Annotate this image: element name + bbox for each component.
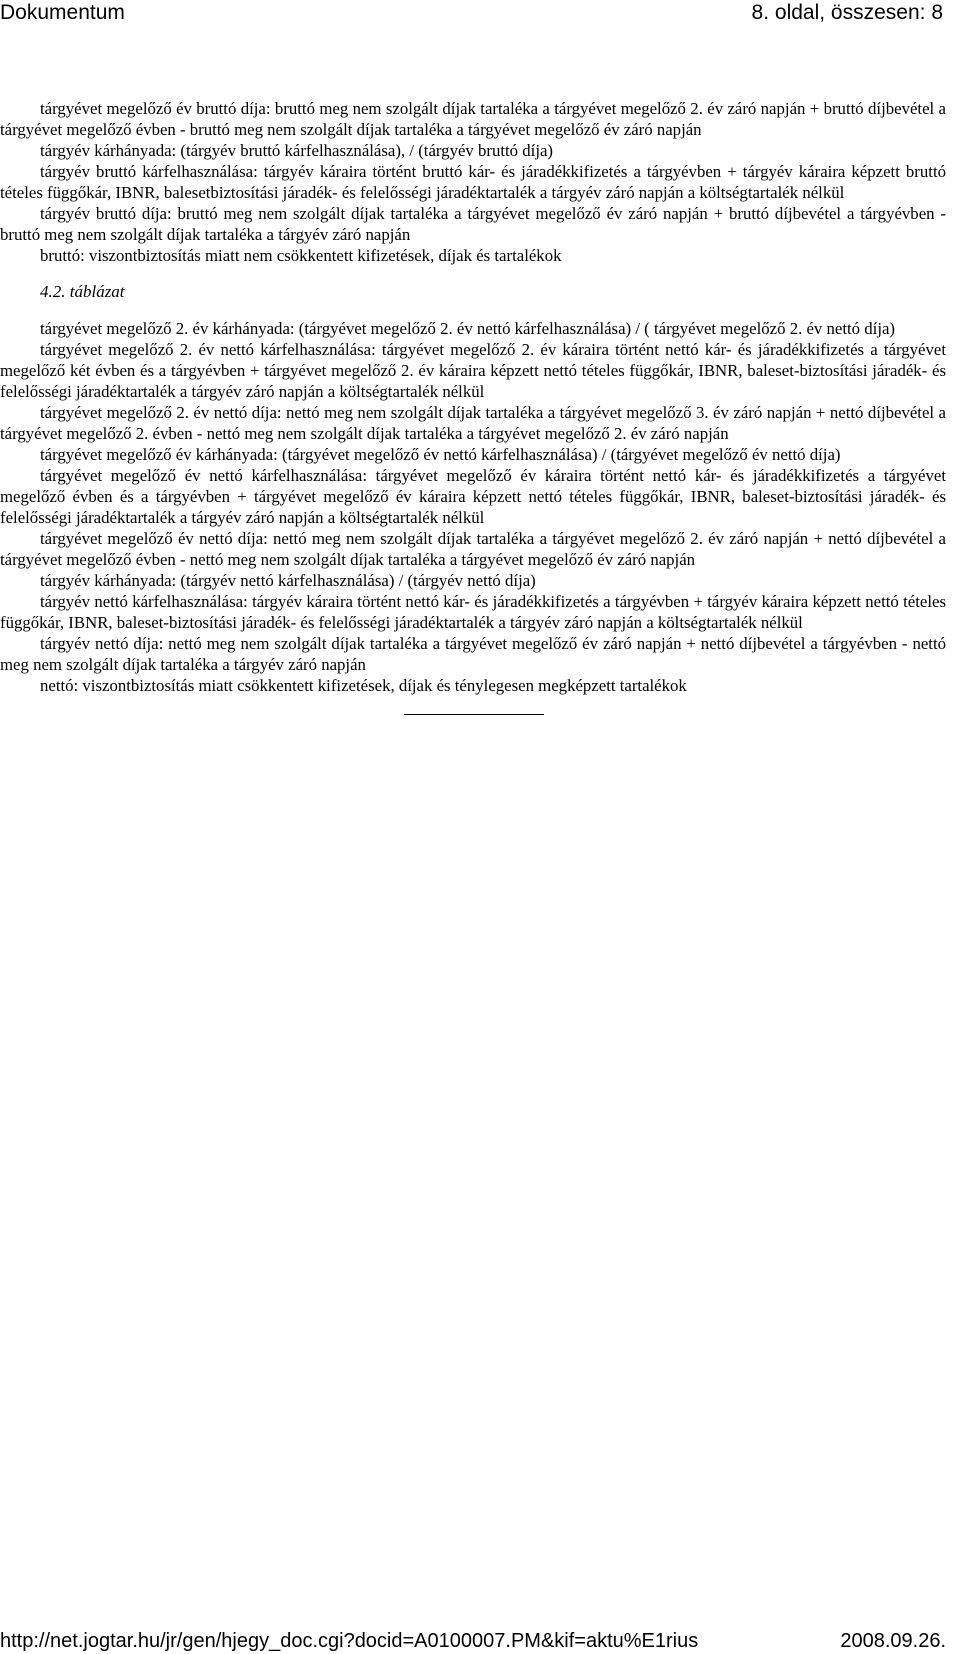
paragraph: tárgyév nettó díja: nettó meg nem szolgált díjak tartaléka a tárgyévet megelőző év záró napján + nettó díjbevétel a tárgyévben - nettó meg nem szolgált díjak tartaléka a tárgyév záró napján [0, 634, 946, 674]
paragraph: tárgyévet megelőző 2. év nettó kárfelhasználása: tárgyévet megelőző 2. év káraira történt nettó kár- és járadékkifizetés a tárgyévet megelőző két évben és a tárgyévben + tárgyévet megelőző 2. év káraira képzett nettó tételes függőkár, IBNR, baleset-biztosítási járadék- és felelősségi járadéktartalék a tárgyév záró napján a költségtartalék nélkül [0, 340, 946, 401]
page-header [0, 0, 960, 36]
paragraph: tárgyév kárhányada: (tárgyév bruttó kárfelhasználása), / (tárgyév bruttó díja) [40, 141, 554, 160]
page-footer [0, 1630, 960, 1654]
paragraph: nettó: viszontbiztosítás miatt csökkentett kifizetések, díjak és ténylegesen megképzett tartalékok [40, 676, 687, 695]
paragraph: tárgyévet megelőző év nettó kárfelhasználása: tárgyévet megelőző év káraira történt nettó kár- és járadékkifizetés a tárgyévet megelőző évben és a tárgyévben + tárgyévet megelőző év káraira képzett nettó tételes függőkár, IBNR, baleset-biztosítási járadék- és felelősségi járadéktartalék a tárgyév záró napján a költségtartalék nélkül [0, 466, 946, 527]
paragraph: tárgyévet megelőző év bruttó díja: bruttó meg nem szolgált díjak tartaléka a tárgyévet megelőző 2. év záró napján + bruttó díjbevétel a tárgyévet megelőző évben - bruttó meg nem szolgált díjak tartaléka a tárgyévet megelőző év záró napján [0, 99, 946, 139]
paragraph: tárgyév nettó kárfelhasználása: tárgyév káraira történt nettó kár- és járadékkifizetés a tárgyévben + tárgyév káraira képzett nettó tételes függőkár, IBNR, baleset-biztosítási járadék- és felelősségi járadéktartalék a tárgyév záró napján a költségtartalék nélkül [0, 592, 946, 632]
paragraph: tárgyév bruttó díja: bruttó meg nem szolgált díjak tartaléka a tárgyévet megelőző év záró napján + bruttó díjbevétel a tárgyévben - bruttó meg nem szolgált díjak tartaléka a tárgyév záró napján [0, 204, 946, 244]
paragraph: tárgyévet megelőző év kárhányada: (tárgyévet megelőző év nettó kárfelhasználása) / (tárgyévet megelőző év nettó díja) [40, 445, 841, 464]
page-counter: 8. oldal, összesen: 8 [751, 1, 943, 24]
paragraph: bruttó: viszontbiztosítás miatt nem csökkentett kifizetések, díjak és tartalékok [40, 246, 562, 265]
source-url[interactable]: http://net.jogtar.hu/jr/gen/hjegy_doc.cgi?docid=A0100007.PM&kif=aktu%E1rius [0, 1630, 699, 1652]
paragraph: tárgyévet megelőző év nettó díja: nettó meg nem szolgált díjak tartaléka a tárgyévet megelőző 2. év záró napján + nettó díjbevétel a tárgyévet megelőző évben - nettó meg nem szolgált díjak tartaléka a tárgyévet megelőző év záró napján [0, 529, 946, 569]
document-body [0, 98, 946, 715]
document-title: Dokumentum [0, 1, 125, 24]
paragraph: tárgyévet megelőző 2. év nettó díja: nettó meg nem szolgált díjak tartaléka a tárgyévet megelőző 3. év záró napján + nettó díjbevétel a tárgyévet megelőző 2. évben - nettó meg nem szolgált díjak tartaléka a tárgyévet megelőző 2. év záró napján [0, 403, 946, 443]
paragraph: tárgyévet megelőző 2. év kárhányada: (tárgyévet megelőző 2. év nettó kárfelhasználása) / ( tárgyévet megelőző 2. év nettó díja) [40, 319, 896, 338]
end-divider [404, 714, 544, 715]
print-date: 2008.09.26. [840, 1630, 946, 1652]
paragraph: tárgyév bruttó kárfelhasználása: tárgyév káraira történt bruttó kár- és járadékkifizetés a tárgyévben + tárgyév káraira képzett bruttó tételes függőkár, IBNR, balesetbiztosítási járadék- és felelősségi járadéktartalék a tárgyév záró napján a költségtartalék nélkül [0, 162, 946, 202]
table-caption: 4.2. táblázat [40, 282, 125, 301]
paragraph: tárgyév kárhányada: (tárgyév nettó kárfelhasználása) / (tárgyév nettó díja) [40, 571, 536, 590]
